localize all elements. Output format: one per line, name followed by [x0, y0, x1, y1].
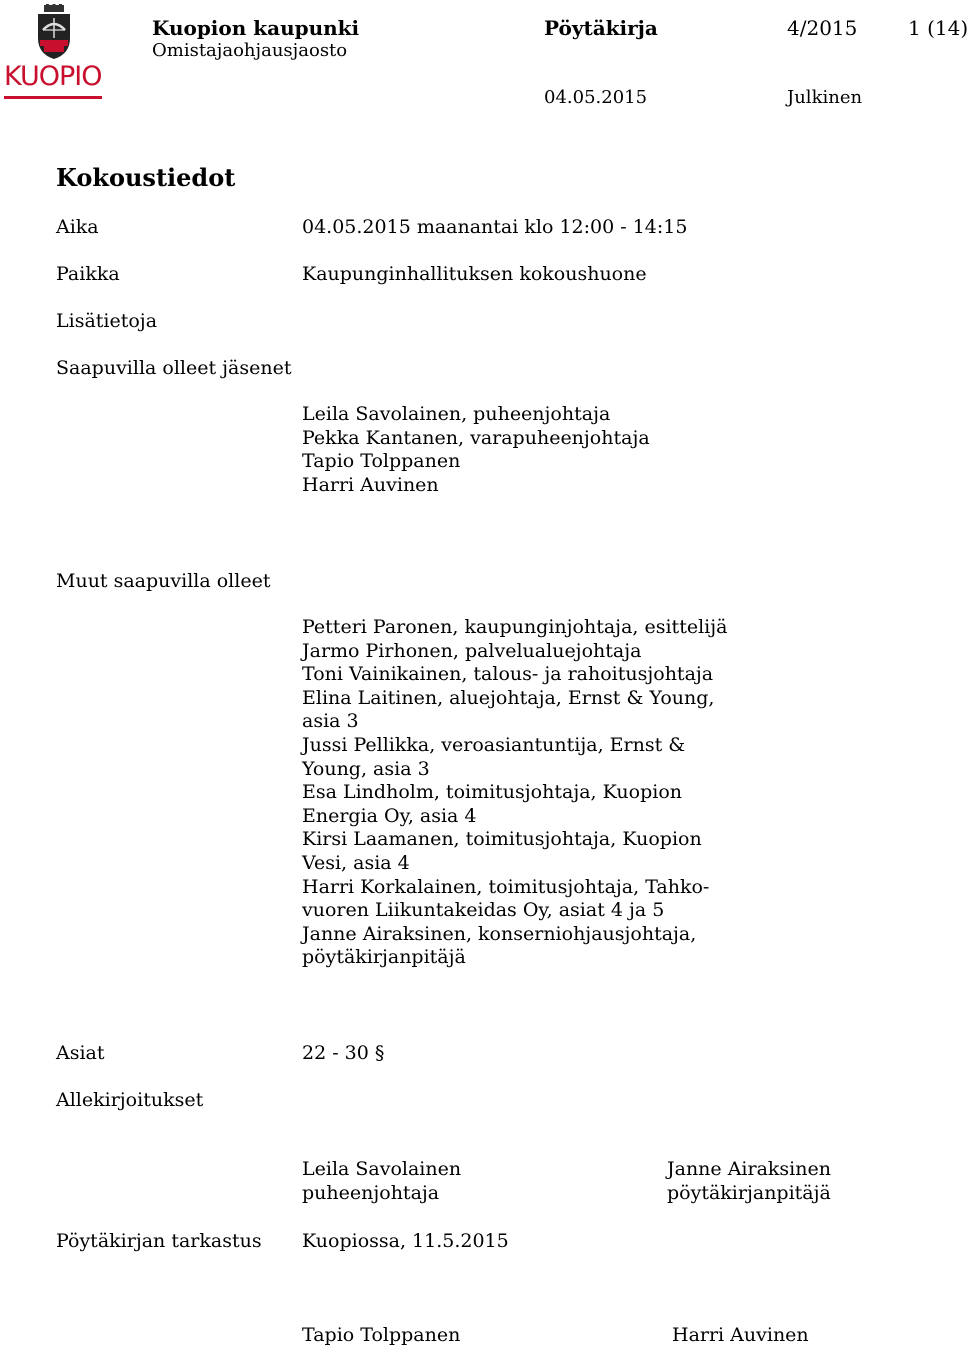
place-value: Kaupunginhallituksen kokoushuone [302, 263, 647, 285]
place-label: Paikka [56, 263, 120, 285]
others-line: Harri Korkalainen, toimitusjohtaja, Tahko- [302, 875, 710, 898]
signer-name: Janne Airaksinen [667, 1158, 831, 1180]
signer-name: Leila Savolainen [302, 1158, 462, 1180]
time-label: Aika [56, 216, 99, 238]
others-line: Kirsi Laamanen, toimitusjohtaja, Kuopion [302, 828, 702, 851]
review-label: Pöytäkirjan tarkastus [56, 1230, 262, 1252]
reviewer-name: Tapio Tolppanen [302, 1324, 461, 1346]
classification: Julkinen [787, 87, 863, 108]
member-item: Harri Auvinen [302, 473, 439, 496]
others-line: Petteri Paronen, kaupunginjohtaja, esittelijä [302, 616, 728, 638]
member-item: Leila Savolainen, puheenjohtaja [302, 403, 611, 425]
document-date: 04.05.2015 [544, 87, 648, 108]
matters-value: 22 - 30 § [302, 1042, 385, 1064]
signature-block-secretary [667, 1158, 831, 1205]
reviewer-name: Harri Auvinen [672, 1324, 809, 1346]
members-list [302, 403, 650, 497]
coat-of-arms-icon [34, 4, 74, 60]
others-line: Young, asia 3 [302, 757, 430, 780]
page-number: 1 (14) [908, 16, 968, 40]
page-title: Kokoustiedot [56, 163, 236, 192]
others-line: Jarmo Pirhonen, palvelualuejohtaja [302, 639, 642, 662]
logo-wordmark: KUOPIO [4, 61, 102, 92]
others-label: Muut saapuvilla olleet [56, 570, 271, 592]
kuopio-logo [2, 2, 106, 102]
others-line: Esa Lindholm, toimitusjohtaja, Kuopion [302, 781, 682, 804]
others-line: pöytäkirjanpitäjä [302, 946, 466, 969]
members-label: Saapuvilla olleet jäsenet [56, 357, 292, 379]
body-name: Omistajaohjausjaosto [152, 40, 348, 61]
others-list [302, 616, 727, 970]
signature-block-chair [302, 1158, 461, 1205]
matters-label: Asiat [56, 1042, 105, 1064]
organization-name: Kuopion kaupunki [152, 16, 360, 40]
signer-role: pöytäkirjanpitäjä [667, 1181, 831, 1204]
others-line: Toni Vainikainen, talous- ja rahoitusjohtaja [302, 663, 714, 686]
member-item: Tapio Tolppanen [302, 450, 461, 473]
others-line: Janne Airaksinen, konserniohjausjohtaja, [302, 922, 697, 945]
member-item: Pekka Kantanen, varapuheenjohtaja [302, 426, 650, 449]
document-type: Pöytäkirja [544, 16, 658, 40]
review-value: Kuopiossa, 11.5.2015 [302, 1230, 509, 1252]
logo-underline [4, 96, 102, 99]
others-line: Elina Laitinen, aluejohtaja, Ernst & Young, [302, 686, 715, 709]
others-line: Vesi, asia 4 [302, 851, 410, 874]
others-line: asia 3 [302, 710, 359, 733]
document-number: 4/2015 [787, 16, 858, 40]
signatures-label: Allekirjoitukset [56, 1089, 204, 1111]
others-line: vuoren Liikuntakeidas Oy, asiat 4 ja 5 [302, 899, 665, 922]
time-value: 04.05.2015 maanantai klo 12:00 - 14:15 [302, 216, 688, 238]
signer-role: puheenjohtaja [302, 1181, 440, 1204]
others-line: Energia Oy, asia 4 [302, 804, 477, 827]
others-line: Jussi Pellikka, veroasiantuntija, Ernst & [302, 733, 686, 756]
info-label: Lisätietoja [56, 310, 158, 332]
